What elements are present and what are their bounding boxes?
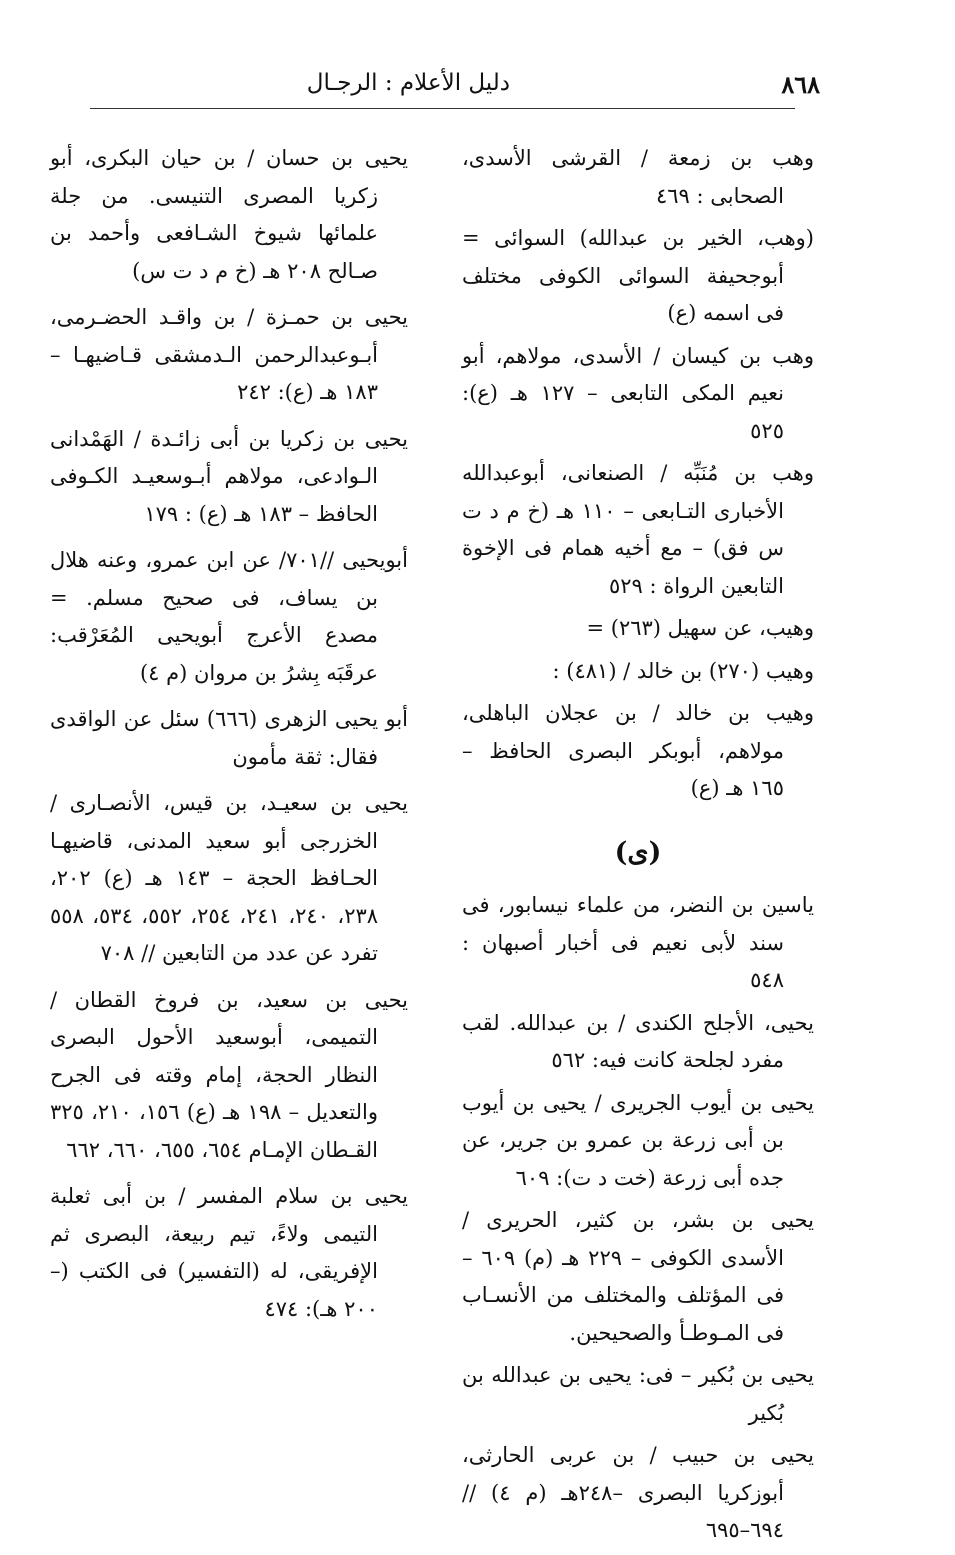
index-entry: يحيى بن سعيد، بن فروخ القطان / التميمى، أبوسعيد الأحول البصرى النظار الحجة، إمام وقته فى الجرح والتعديل – ١٩٨ هـ (ع) ١٥٦، ٢١٠، ٣٢٥ القـطان الإمـام ٦٥٤، ٦٥٥، ٦٦٠، ٦٦٢ [50,987,408,1162]
index-entry: يحيى بن حسان / بن حيان البكرى، أبو زكريا المصرى التنيسى. من جلة علمائها شيوخ الشـافعى وأحمد بن صـالح ٢٠٨ هـ (خ م د ت س) [50,146,408,283]
header-rule [90,108,795,109]
page-number: ٨٦٨ [781,70,820,99]
index-entry: يحيى بن سعيـد، بن قيس، الأنصـارى / الخزرجى أبو سعيد المدنى، قاضيهـا الحـافظ الحجة – ١٤٣ هـ (ع) ٢٠٢، ٢٣٨، ٢٤٠، ٢٤١، ٢٥٤، ٥٥٢، ٥٣٤، ٥٥٨ تفرد عن عدد من التابعين // ٧٠٨ [50,791,408,965]
page-header [60,70,820,106]
index-entry: يحيى بن سلام المفسر / بن أبى ثعلبة التيمى ولاءً، تيم ربيعة، البصرى ثم الإفريقى، له (التفسير) فى الكتب (–٢٠٠ هـ): ٤٧٤ [50,1184,408,1321]
index-entry: وهب بن مُنَبِّه / الصنعانى، أبوعبدالله الأخبارى التـابعى – ١١٠ هـ (خ م د ت س فق) – مع أخيه همام فى الإخوة التابعين الرواة : ٥٢٩ [462,461,814,598]
index-entry: يحيى بن حبيب / بن عربى الحارثى، أبوزكريا البصرى –٢٤٨هـ (م ٤) //٦٩٤–٦٩٥ [462,1443,814,1542]
index-entry: وهيب، عن سهيل (٢٦٣) = [586,616,814,640]
index-entry: ياسين بن النضر، من علماء نيسابور، فى سند لأبى نعيم فى أخبار أصبهان : ٥٤٨ [462,893,814,992]
index-entry: يحيى بن بُكير – فى: يحيى بن عبدالله بن بُكير [462,1363,814,1425]
index-entry: أبويحيى //٧٠١/ عن ابن عمرو، وعنه هلال بن يساف، فى صحيح مسلم. = مصدع الأعرج أبويحيى المُعَرْقب: عرقَبَه بِشرُ بن مروان (م ٤) [50,548,408,685]
running-title: دليل الأعلام : الرجـال [306,70,510,96]
index-entry: أبو يحيى الزهرى (٦٦٦) سئل عن الواقدى فقال: ثقة مأمون [50,707,408,769]
index-entry: يحيى بن زكريا بن أبى زائـدة / الهَمْدانى الـوادعى، مولاهم أبـوسعيـد الكـوفى الحافظ – ١٨٣ هـ (ع) : ١٧٩ [50,426,408,526]
index-entry: وهب بن كيسان / الأسدى، مولاهم، أبو نعيم المكى التابعى – ١٢٧ هـ (ع): ٥٢٥ [462,343,814,443]
section-letter-heading: (ى) [614,836,662,868]
index-entry: وهيب بن خالد / بن عجلان الباهلى، مولاهم، أبوبكر البصرى الحافظ – ١٦٥ هـ (ع) [462,701,814,800]
index-entry: وهب بن زمعة / القرشى الأسدى، الصحابى : ٤٦٩ [462,146,814,208]
index-entry: يحيى بن أيوب الجريرى / يحيى بن أيوب بن أبى زرعة بن عمرو بن جرير، عن جده أبى زرعة (خت د ت): ٦٠٩ [462,1090,814,1190]
index-entry: وهيب (٢٧٠) بن خالد / (٤٨١) : [552,658,814,683]
index-entry: يحيى، الأجلح الكندى / بن عبدالله. لقب مفرد لجلحة كانت فيه: ٥٦٢ [462,1010,814,1072]
index-entry: (وهب، الخير بن عبدالله) السوائى = أبوجحيفة السوائى الكوفى مختلف فى اسمه (ع) [462,226,814,325]
index-entry: يحيى بن حمـزة / بن واقـد الحضـرمى، أبـوعبدالرحمن الـدمشقى قـاضيهـا – ١٨٣ هـ (ع): ٢٤٢ [50,305,408,404]
left-column [50,140,408,1337]
index-entry: يحيى بن بشر، بن كثير، الحريرى / الأسدى الكوفى – ٢٢٩ هـ (م) ٦٠٩ – فى المؤتلف والمختلف من الأنسـاب فى المـوطـأ والصحيحين. [462,1208,814,1345]
right-column [462,140,814,1555]
